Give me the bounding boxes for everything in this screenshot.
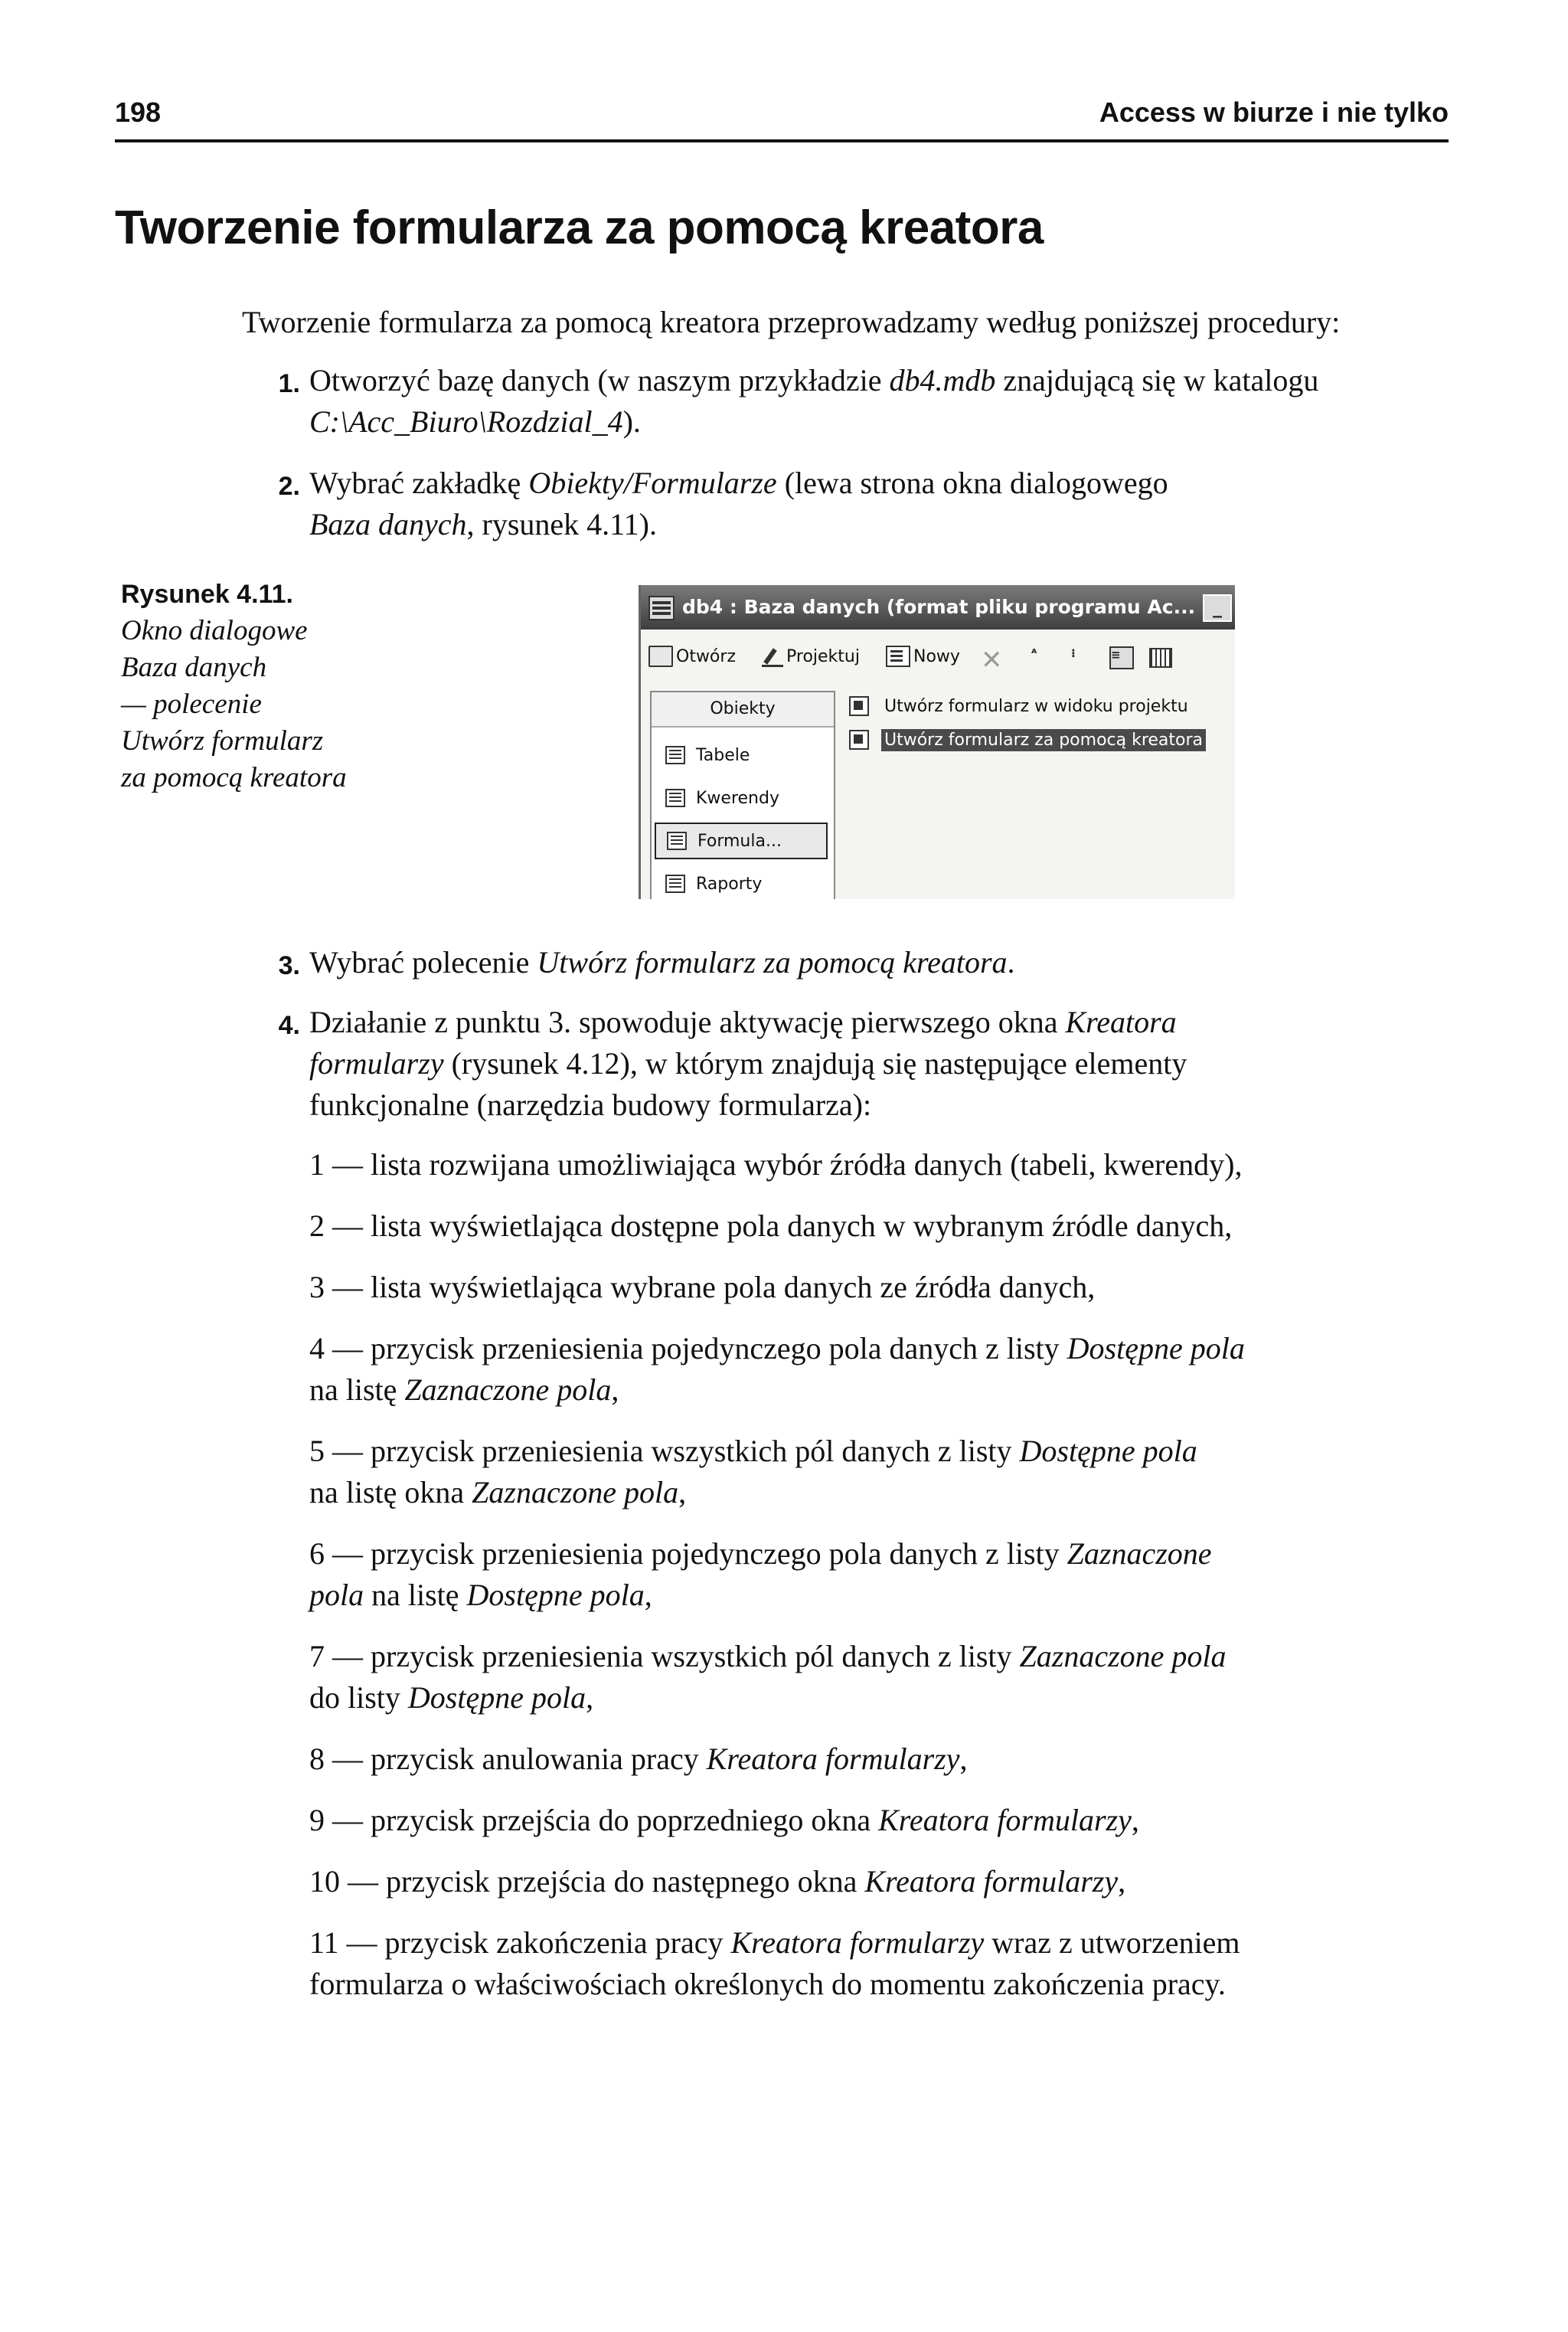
report-icon bbox=[665, 875, 685, 893]
list-item-form-wizard[interactable]: Utwórz formularz za pomocą kreatora bbox=[849, 726, 1206, 754]
figure-caption bbox=[121, 576, 397, 796]
database-icon bbox=[648, 596, 675, 620]
list-item: 9 — przycisk przejścia do poprzedniego okna Kreatora formularzy, bbox=[309, 1803, 1139, 1837]
caption-title: Rysunek 4.11. bbox=[121, 580, 293, 609]
objects-sidebar bbox=[650, 691, 835, 899]
form-wizard-icon bbox=[849, 730, 869, 750]
forms-list bbox=[844, 691, 1235, 783]
running-header bbox=[115, 93, 1449, 142]
minimize-button[interactable]: _ bbox=[1203, 594, 1232, 622]
list-item-continued: formularza o właściwościach określonych do momentu zakończenia pracy. bbox=[309, 1967, 1226, 2001]
sidebar-item-tables[interactable]: Tabele bbox=[655, 737, 828, 774]
section-title: Tworzenie formularza za pomocą kreatora bbox=[115, 201, 1044, 254]
database-window-screenshot bbox=[639, 585, 1235, 899]
list-item-continued: do listy Dostępne pola, bbox=[309, 1680, 594, 1715]
design-button[interactable]: Projektuj bbox=[762, 637, 860, 675]
window-toolbar bbox=[641, 637, 1235, 679]
caption-line: Baza danych bbox=[121, 652, 267, 683]
step-number: 3. bbox=[278, 951, 300, 980]
details-view-icon[interactable] bbox=[1149, 648, 1172, 668]
window-title: db4 : Baza danych (format pliku programu Ac... bbox=[682, 596, 1196, 618]
book-title: Access w biurze i nie tylko bbox=[1099, 96, 1449, 128]
step-number: 2. bbox=[278, 472, 300, 501]
step-number: 1. bbox=[278, 369, 300, 398]
list-item: 6 — przycisk przeniesienia pojedynczego pola danych z listy Zaznaczone bbox=[309, 1536, 1212, 1571]
caption-line: — polecenie bbox=[121, 688, 262, 720]
step-text: Działanie z punktu 3. spowoduje aktywację pierwszego okna Kreatora bbox=[309, 1005, 1177, 1039]
list-item: 1 — lista rozwijana umożliwiająca wybór źródła danych (tabeli, kwerendy), bbox=[309, 1147, 1243, 1182]
new-button[interactable]: Nowy bbox=[886, 637, 960, 675]
open-icon bbox=[648, 646, 673, 667]
new-icon bbox=[886, 646, 910, 667]
small-icons-icon[interactable]: ⁝ bbox=[1071, 646, 1076, 660]
step-text: C:\Acc_Biuro\Rozdzial_4). bbox=[309, 404, 641, 439]
page-number: 198 bbox=[115, 96, 162, 128]
list-view-icon[interactable]: ≡ bbox=[1109, 646, 1134, 669]
sidebar-item-queries[interactable]: Kwerendy bbox=[655, 780, 828, 816]
list-item: 5 — przycisk przeniesienia wszystkich pól danych z listy Dostępne pola bbox=[309, 1434, 1197, 1468]
list-item-continued: na listę okna Zaznaczone pola, bbox=[309, 1475, 687, 1509]
list-item-continued: pola na listę Dostępne pola, bbox=[309, 1578, 652, 1612]
step-text: formularzy (rysunek 4.12), w którym znajdują się następujące elementy bbox=[309, 1046, 1187, 1081]
caption-line: za pomocą kreatora bbox=[121, 762, 347, 793]
list-item: 7 — przycisk przeniesienia wszystkich pól danych z listy Zaznaczone pola bbox=[309, 1639, 1227, 1673]
design-icon bbox=[762, 646, 783, 667]
list-item: 10 — przycisk przejścia do następnego okna Kreatora formularzy, bbox=[309, 1864, 1126, 1899]
list-item-continued: na listę Zaznaczone pola, bbox=[309, 1372, 619, 1407]
form-design-icon bbox=[849, 696, 869, 716]
list-item: 8 — przycisk anulowania pracy Kreatora formularzy, bbox=[309, 1742, 968, 1776]
open-button[interactable]: Otwórz bbox=[648, 637, 736, 675]
list-item: 4 — przycisk przeniesienia pojedynczego pola danych z listy Dostępne pola bbox=[309, 1331, 1245, 1366]
step-text: Baza danych, rysunek 4.11). bbox=[309, 507, 657, 541]
query-icon bbox=[665, 789, 685, 807]
caption-line: Okno dialogowe bbox=[121, 615, 308, 646]
step-text: Otworzyć bazę danych (w naszym przykładzie db4.mdb znajdującą się w katalogu bbox=[309, 363, 1319, 397]
step-text: Wybrać zakładkę Obiekty/Formularze (lewa strona okna dialogowego bbox=[309, 466, 1168, 500]
list-item: 2 — lista wyświetlająca dostępne pola danych w wybranym źródle danych, bbox=[309, 1209, 1233, 1243]
delete-icon[interactable]: ✕ bbox=[981, 645, 1003, 675]
sidebar-header[interactable]: Obiekty bbox=[652, 692, 834, 728]
form-icon bbox=[667, 832, 687, 850]
list-item: 11 — przycisk zakończenia pracy Kreatora formularzy wraz z utworzeniem bbox=[309, 1925, 1240, 1960]
list-item-design-view[interactable]: Utwórz formularz w widoku projektu bbox=[849, 692, 1191, 720]
step-number: 4. bbox=[278, 1011, 300, 1040]
caption-line: Utwórz formularz bbox=[121, 725, 324, 757]
sidebar-item-forms[interactable]: Formula... bbox=[655, 823, 828, 859]
table-icon bbox=[665, 746, 685, 764]
intro-paragraph: Tworzenie formularza za pomocą kreatora przeprowadzamy według poniższej procedury: bbox=[242, 305, 1341, 339]
step-text: Wybrać polecenie Utwórz formularz za pomocą kreatora. bbox=[309, 945, 1015, 980]
step-text: funkcjonalne (narzędzia budowy formularza): bbox=[309, 1088, 872, 1122]
window-titlebar bbox=[641, 585, 1235, 630]
list-item: 3 — lista wyświetlająca wybrane pola danych ze źródła danych, bbox=[309, 1270, 1096, 1304]
large-icons-icon[interactable]: ᴬ bbox=[1031, 646, 1037, 660]
sidebar-item-reports[interactable]: Raporty bbox=[655, 865, 828, 899]
